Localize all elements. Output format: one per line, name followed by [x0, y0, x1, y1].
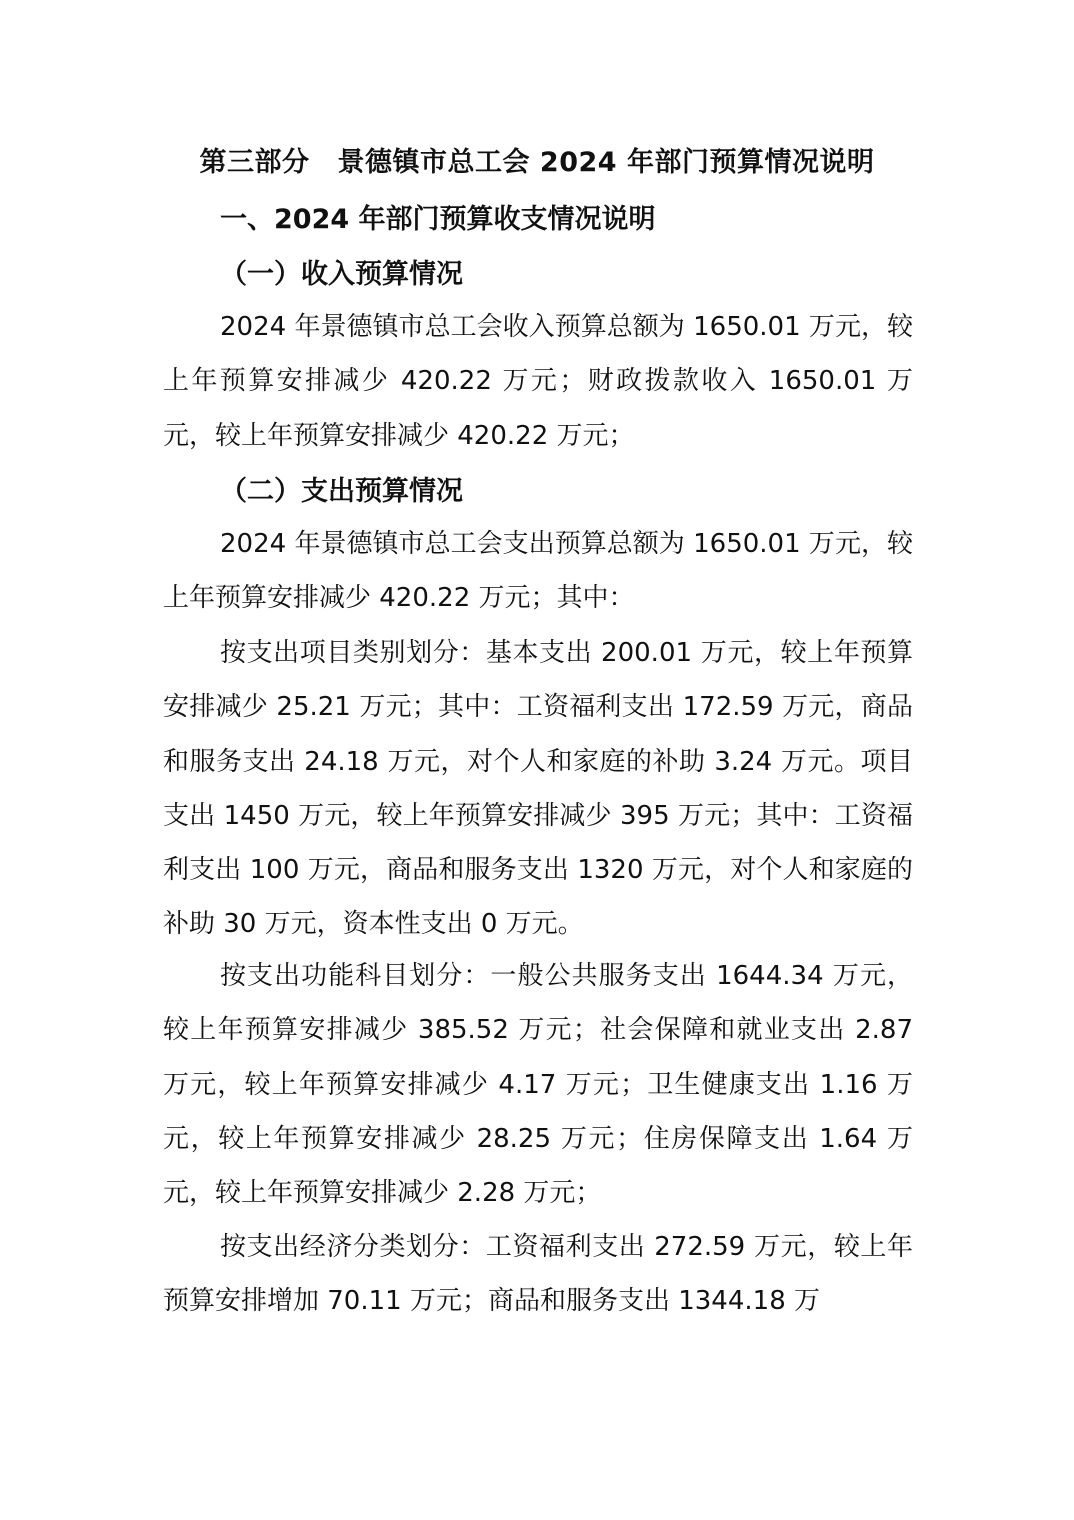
page-title [0, 140, 1074, 179]
by-project-paragraph: 按支出项目类别划分：基本支出 200.01 万元，较上年预算安排减少 25.21 万元；其中：工资福利支出 172.59 万元，商品和服务支出 24.18 万元，对个人和家庭的补助 3.24 万元。项目支出 1450 万元，较上年预算安排减少 395 万元；其中：工资福利支出 100 万元，商品和服务支出 1320 万元，对个人和家庭的补助 30 万元，资本性支出 0 万元。 [163, 638, 913, 940]
section-heading: 一、2024 年部门预算收支情况说明 [220, 204, 656, 235]
income-heading: （一）收入预算情况 [220, 259, 463, 290]
expense-paragraph: 2024 年景德镇市总工会支出预算总额为 1650.01 万元，较上年预算安排减少 420.22 万元；其中： [163, 529, 913, 614]
title-main: 景德镇市总工会 2024 年部门预算情况说明 [337, 147, 875, 178]
expense-heading: （二）支出预算情况 [220, 476, 463, 507]
title-part: 第三部分 [199, 147, 310, 178]
by-economic-paragraph: 按支出经济分类划分：工资福利支出 272.59 万元，较上年预算安排增加 70.11 万元；商品和服务支出 1344.18 万 [163, 1232, 913, 1317]
income-paragraph: 2024 年景德镇市总工会收入预算总额为 1650.01 万元，较上年预算安排减少 420.22 万元；财政拨款收入 1650.01 万元，较上年预算安排减少 420.22 万元； [163, 312, 913, 451]
by-function-paragraph: 按支出功能科目划分：一般公共服务支出 1644.34 万元，较上年预算安排减少 385.52 万元；社会保障和就业支出 2.87 万元，较上年预算安排减少 4.17 万元；卫生健康支出 1.16 万元，较上年预算安排减少 28.25 万元；住房保障支出 1.64 万元，较上年预算安排减少 2.28 万元； [163, 961, 913, 1209]
